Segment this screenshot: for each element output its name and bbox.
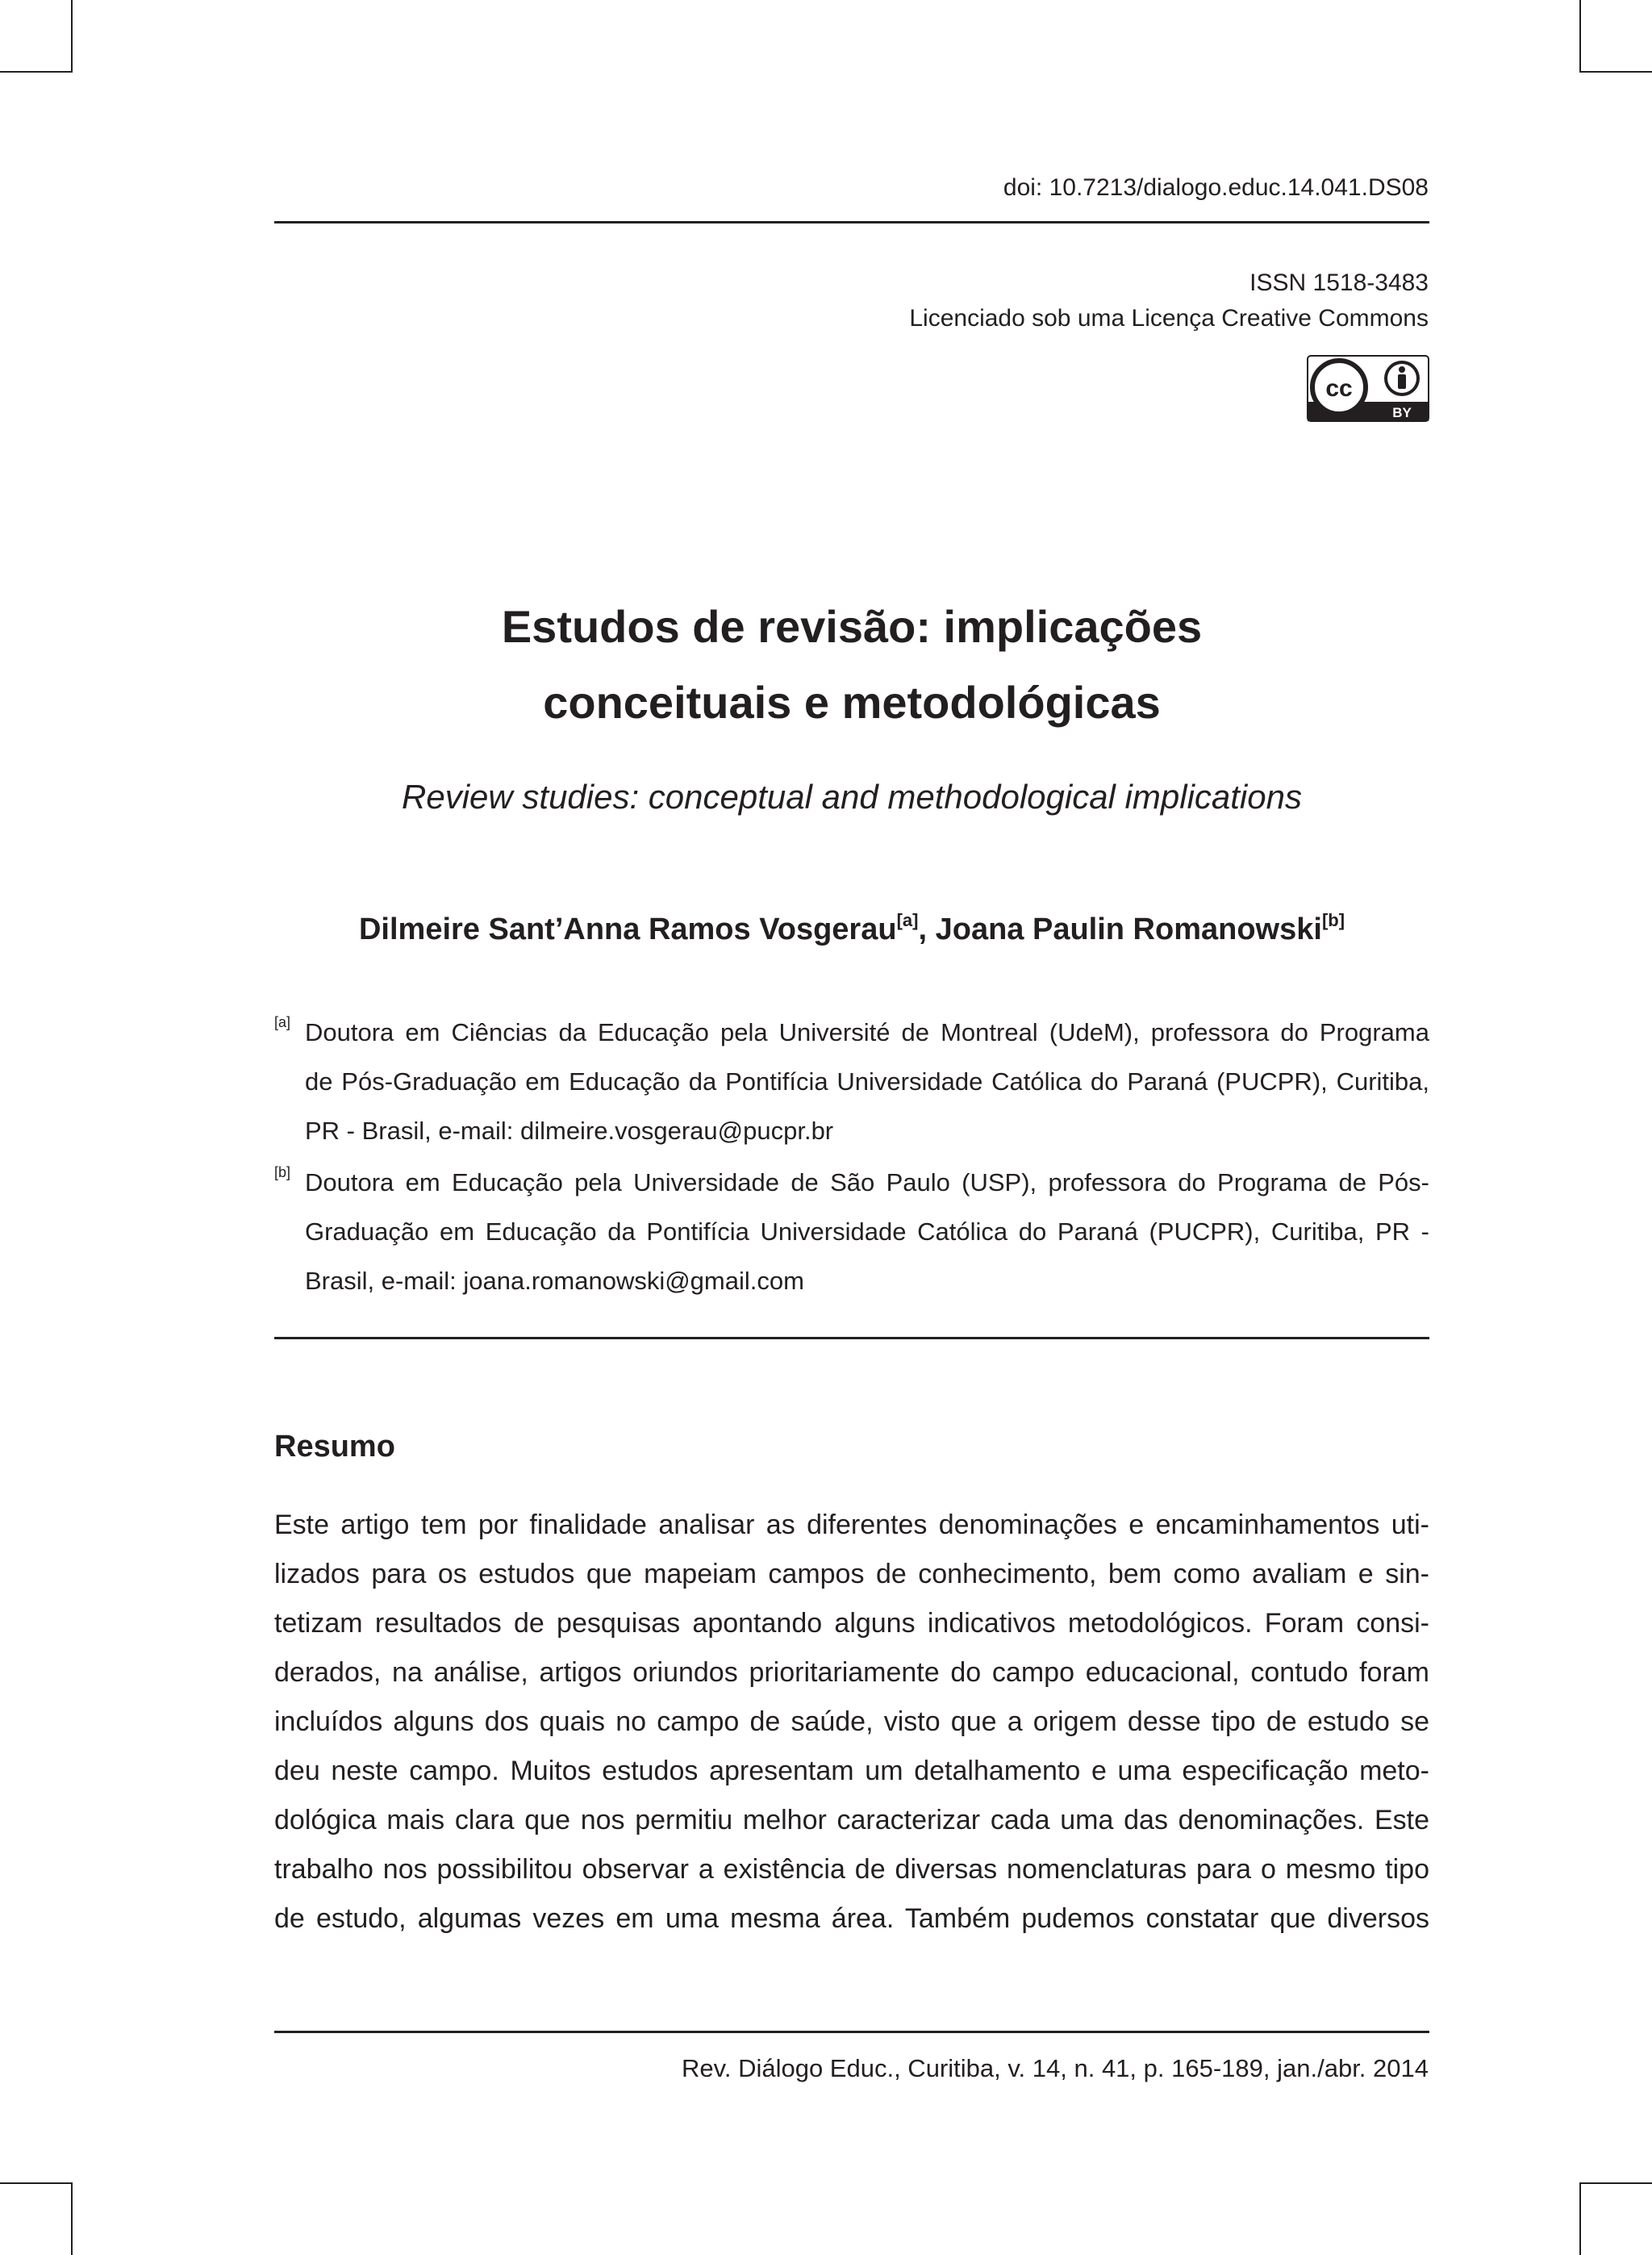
- author-mark: [b]: [1321, 910, 1345, 930]
- affiliation-mark: [b]: [274, 1164, 291, 1180]
- license-block: [909, 265, 1429, 336]
- crop-mark-top-left-horizontal: [0, 71, 73, 73]
- abstract-line: derados, na análise, artigos oriundos prioritariamente do campo educacional, contudo foram: [274, 1657, 1429, 1688]
- affiliation-line: de Pós-Graduação em Educação da Pontifícia Universidade Católica do Paraná (PUCPR), Curitiba,: [305, 1067, 1429, 1096]
- header-rule: [274, 221, 1429, 223]
- author-separator: ,: [918, 912, 936, 946]
- abstract-line: Este artigo tem por finalidade analisar as diferentes denominações e encaminhamentos uti-: [274, 1510, 1429, 1540]
- crop-mark-bottom-right-vertical: [1579, 2182, 1581, 2255]
- authors-line: [274, 910, 1429, 947]
- license-text: Licenciado sob uma Licença Creative Commons: [909, 305, 1429, 332]
- abstract-line: deu neste campo. Muitos estudos apresentam um detalhamento e uma especificação meto-: [274, 1756, 1429, 1786]
- article-subtitle-english: Review studies: conceptual and methodological implications: [402, 778, 1302, 816]
- crop-mark-bottom-left-horizontal: [0, 2182, 73, 2184]
- issn-text: ISSN 1518-3483: [1249, 269, 1429, 296]
- author-mark: [a]: [896, 910, 919, 930]
- crop-mark-top-right-horizontal: [1579, 71, 1652, 73]
- abstract-heading: Resumo: [274, 1430, 395, 1464]
- doi-text: doi: 10.7213/dialogo.educ.14.041.DS08: [1003, 174, 1429, 201]
- affiliations-rule: [274, 1337, 1429, 1339]
- cc-by-license-badge: [1307, 355, 1429, 422]
- affiliation-line: Doutora em Ciências da Educação pela Université de Montreal (UdeM), professora do Programa: [305, 1018, 1429, 1046]
- abstract-line: incluídos alguns dos quais no campo de saúde, visto que a origem desse tipo de estudo se: [274, 1706, 1429, 1737]
- footer-citation: Rev. Diálogo Educ., Curitiba, v. 14, n. 41, p. 165-189, jan./abr. 2014: [682, 2054, 1429, 2082]
- article-title: [274, 589, 1429, 741]
- crop-mark-top-right-vertical: [1579, 0, 1581, 73]
- abstract-body: [274, 1501, 1429, 1944]
- abstract-line: tetizam resultados de pesquisas apontando alguns indicativos metodológicos. Foram consi-: [274, 1608, 1429, 1639]
- abstract-line: trabalho nos possibilitou observar a existência de diversas nomenclaturas para o mesmo tipo: [274, 1854, 1429, 1885]
- footer-rule: [274, 2031, 1429, 2033]
- author-name: Dilmeire Sant’Anna Ramos Vosgerau: [358, 912, 897, 946]
- crop-mark-bottom-right-horizontal: [1579, 2182, 1652, 2184]
- affiliation-mark: [a]: [274, 1014, 291, 1030]
- affiliation-line: Doutora em Educação pela Universidade de São Paulo (USP), professora do Programa de Pós-: [305, 1168, 1429, 1196]
- cc-label: cc: [1325, 375, 1353, 402]
- affiliation-a: [274, 1008, 1429, 1155]
- article-title-line: Estudos de revisão: implicações: [501, 601, 1203, 652]
- affiliation-b: [274, 1158, 1429, 1305]
- affiliation-line: PR - Brasil, e-mail: dilmeire.vosgerau@pucpr.br: [305, 1117, 834, 1145]
- abstract-line: de estudo, algumas vezes em uma mesma área. Também pudemos constatar que diversos: [274, 1903, 1429, 1934]
- article-title-line: conceituais e metodológicas: [543, 677, 1161, 728]
- crop-mark-top-left-vertical: [71, 0, 73, 73]
- affiliation-line: Graduação em Educação da Pontifícia Universidade Católica do Paraná (PUCPR), Curitiba, PR -: [305, 1217, 1429, 1246]
- abstract-line: dológica mais clara que nos permitiu melhor caracterizar cada uma das denominações. Este: [274, 1805, 1429, 1835]
- author-name: Joana Paulin Romanowski: [935, 912, 1322, 946]
- crop-mark-bottom-left-vertical: [71, 2182, 73, 2255]
- affiliation-line: Brasil, e-mail: joana.romanowski@gmail.com: [305, 1267, 804, 1295]
- abstract-line: lizados para os estudos que mapeiam campos de conhecimento, bem como avaliam e sin-: [274, 1559, 1429, 1589]
- by-label: BY: [1392, 405, 1412, 420]
